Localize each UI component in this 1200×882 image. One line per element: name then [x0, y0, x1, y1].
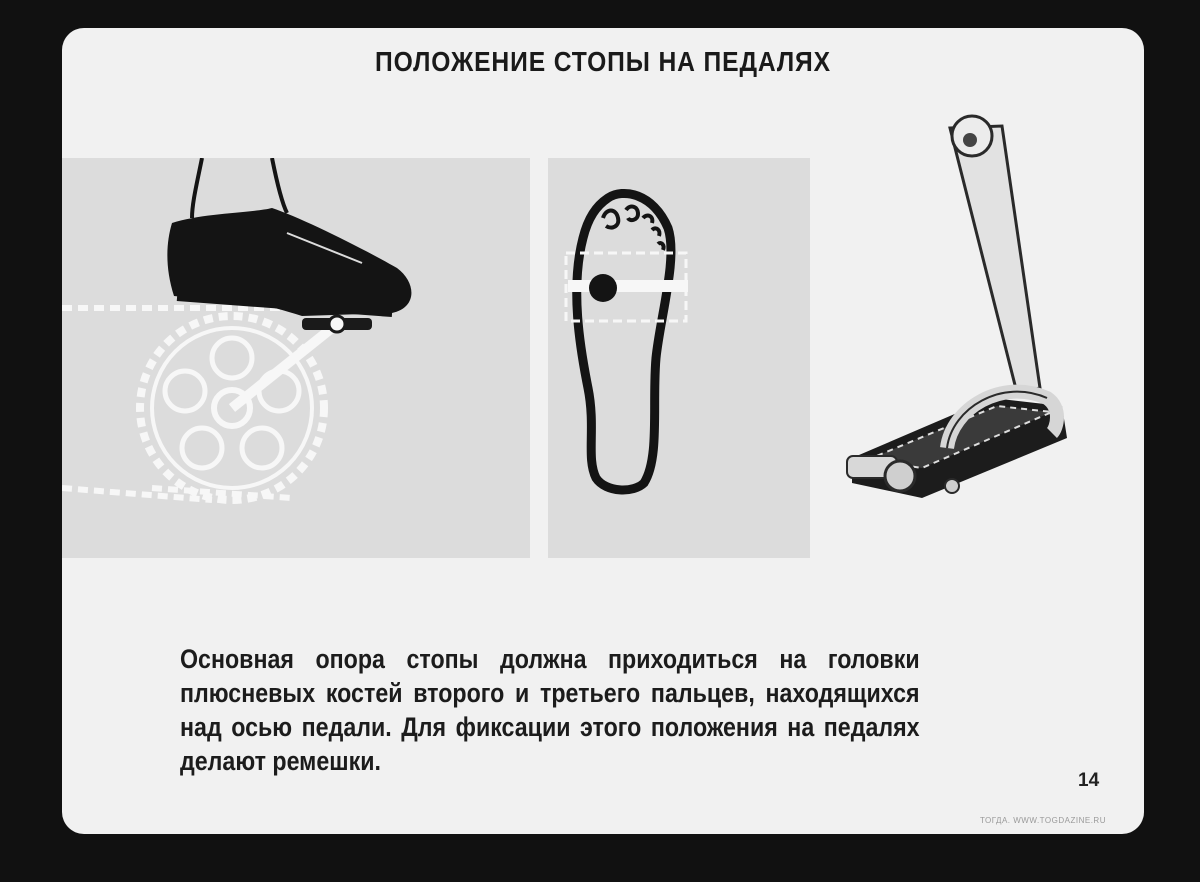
slide-title: ПОЛОЖЕНИЕ СТОПЫ НА ПЕДАЛЯХ: [375, 46, 831, 77]
page-number: 14: [1078, 770, 1100, 791]
watermark: ТОГДА. WWW.TOGDAZINE.RU: [980, 816, 1106, 825]
caption-text: Основная опора стопы должна приходиться на головки плюсневых костей второго и третьего пальцев, находящихся над осью педали. Для фиксации этого положения на педалях делают ремешки.: [180, 644, 920, 776]
slide-frame: [62, 28, 1144, 834]
